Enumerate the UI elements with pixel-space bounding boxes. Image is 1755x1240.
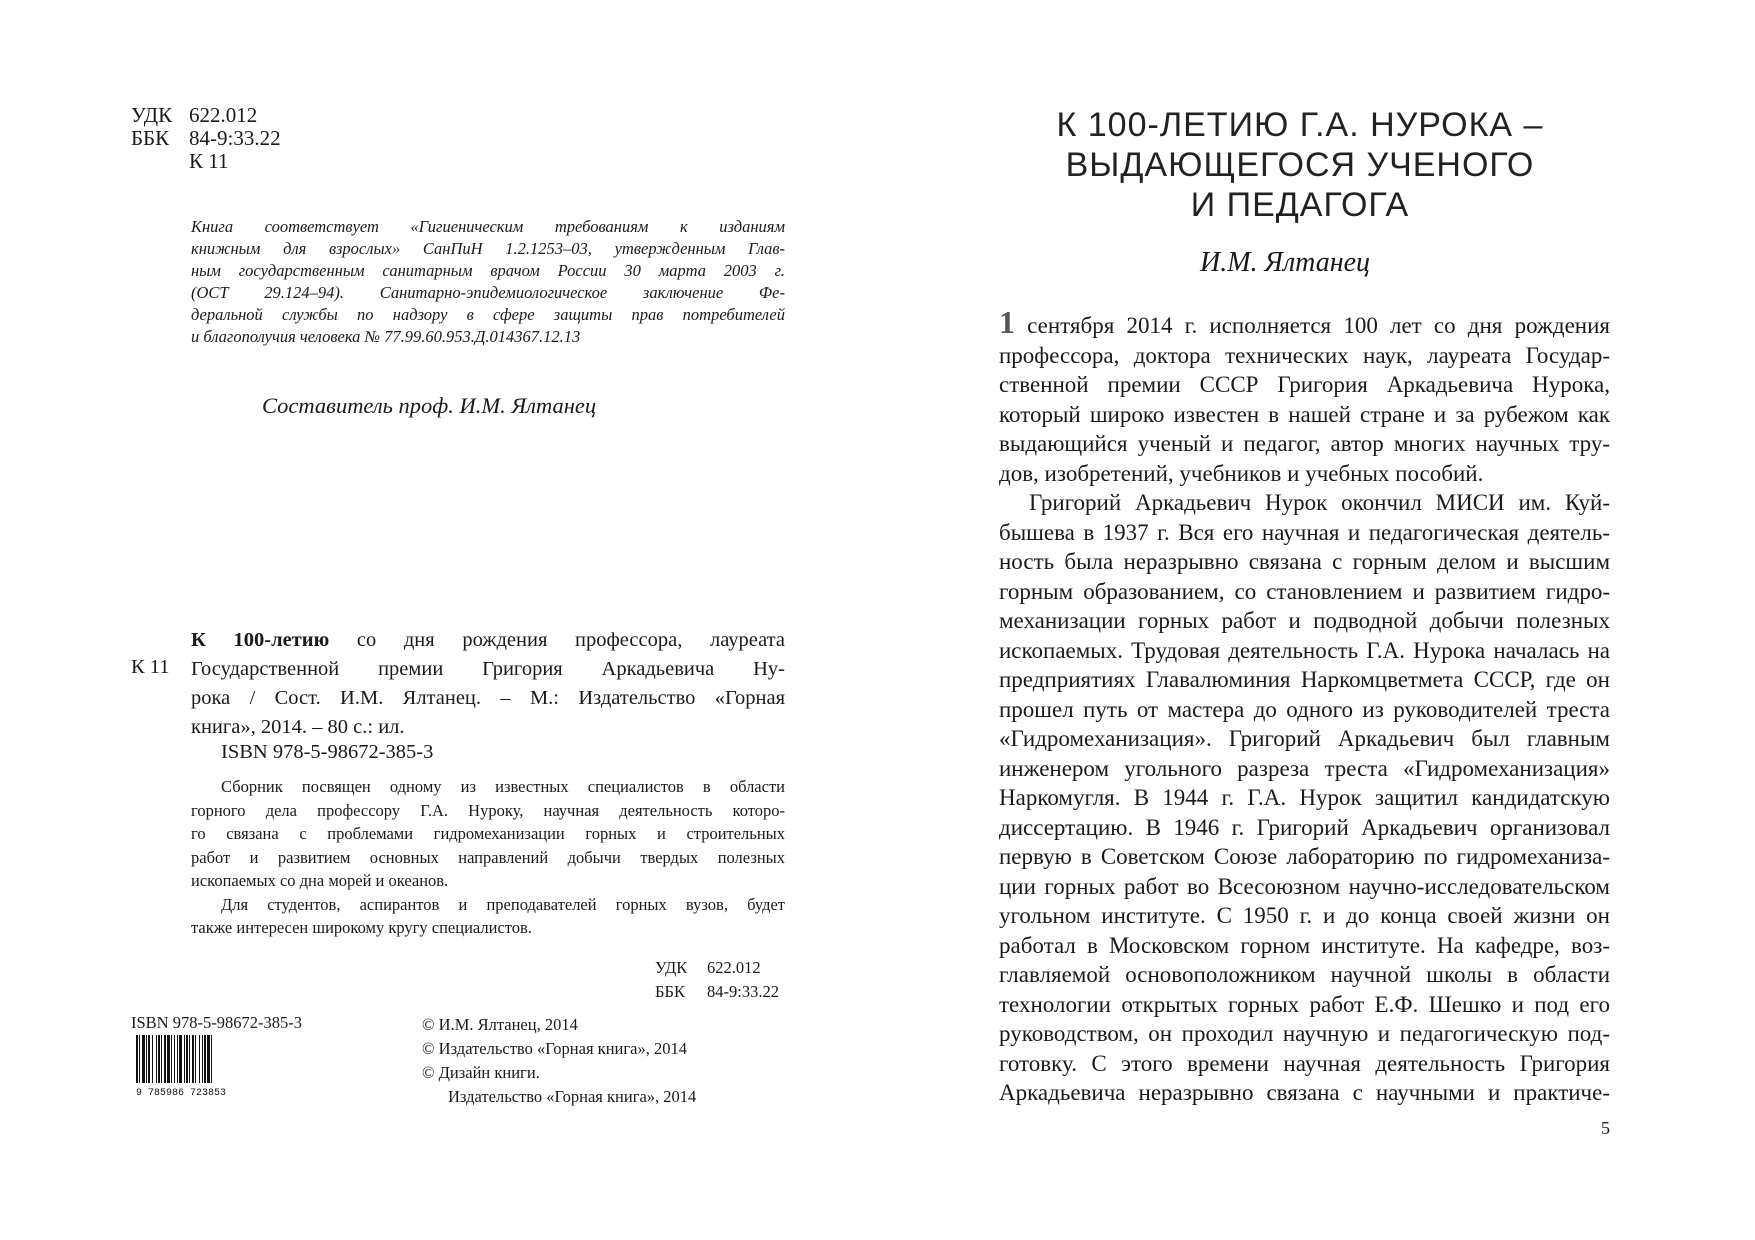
- abstract-line: ископаемых со дна морей и океанов.: [191, 871, 449, 890]
- body-line: предприятиях Главалюминия Наркомцветмета СССР, где он: [999, 667, 1610, 692]
- author-mark-row: [131, 150, 281, 173]
- body-line: главляемой основоположником научной школы в области: [999, 962, 1610, 987]
- classification-bottom: [655, 956, 779, 1004]
- hygiene-line: деральной службы по надзору в сфере защиты прав потребителей: [191, 305, 785, 324]
- article-author: И.М. Ялтанец: [1200, 247, 1371, 278]
- bbk-label: ББК: [131, 126, 170, 150]
- abstract-line: Сборник посвящен одному из известных специалистов в области: [221, 777, 785, 796]
- audience-line: также интересен широкому кругу специалистов.: [191, 918, 532, 937]
- copyright-line: © И.М. Ялтанец, 2014: [422, 1015, 578, 1034]
- abstract: [191, 775, 785, 940]
- body-line: ность была неразрывно связана с горным делом и высшим: [999, 549, 1610, 574]
- body-line: технологии открытых горных работ Е.Ф. Шешко и под его: [999, 991, 1610, 1017]
- body-line: выдающийся ученый и педагог, автор многих научных тру-: [999, 431, 1610, 456]
- body-line: готовку. С этого времени научная деятельность Григория: [999, 1050, 1610, 1076]
- bbk-bottom-label: ББК: [655, 982, 685, 1001]
- isbn-main: ISBN 978-5-98672-385-3: [221, 741, 434, 763]
- hygiene-line: (ОСТ 29.124–94). Санитарно-эпидемиологическое заключение Фе-: [191, 283, 785, 302]
- body-line: ископаемых. Трудовая деятельность Г.А. Нурока началась на: [999, 637, 1610, 663]
- body-line: прошел путь от мастера до одного из руководителей треста: [999, 696, 1610, 722]
- bbk-row: [131, 127, 281, 150]
- body-line: угольном институте. С 1950 г. и до конца своей жизни он: [999, 903, 1610, 928]
- copyright-block: [422, 1013, 696, 1109]
- body-line: механизации горных работ и подводной добычи полезных: [999, 608, 1610, 633]
- article-title: [1000, 105, 1600, 225]
- copyright-line: © Дизайн книги.: [422, 1063, 540, 1082]
- copyright-line: Издательство «Горная книга», 2014: [448, 1087, 697, 1106]
- abstract-line: го связана с проблемами гидромеханизации горных и строительных: [191, 824, 785, 843]
- biblio-line-1-rest: со дня рождения профессора, лауреата: [329, 629, 785, 651]
- udk-row: [131, 104, 281, 127]
- audience-line: Для студентов, аспирантов и преподавателей горных вузов, будет: [221, 894, 785, 914]
- body-line-text: сентября 2014 г. исполняется 100 лет со дня рождения: [1015, 313, 1610, 338]
- biblio-title: К 100-летию: [191, 629, 330, 651]
- classification-block: [131, 104, 281, 173]
- udk-bottom-row: [655, 956, 779, 980]
- hygiene-line: и благополучия человека № 77.99.60.953.Д.014367.12.13: [191, 327, 581, 346]
- compiler-credit: Составитель проф. И.М. Ялтанец: [262, 393, 597, 418]
- page-number: 5: [1601, 1118, 1610, 1138]
- bbk-bottom-row: [655, 980, 779, 1004]
- bbk-value: 84-9:33.22: [189, 126, 281, 150]
- udk-label: УДК: [131, 103, 173, 127]
- author-mark: К 11: [189, 149, 229, 173]
- bibliographic-author-mark: К 11: [131, 656, 170, 678]
- body-line: Наркомугля. В 1944 г. Г.А. Нурок защитил кандидатскую: [999, 785, 1610, 810]
- body-line: Григорий Аркадьевич Нурок окончил МИСИ им. Куй-: [1029, 490, 1610, 515]
- body-line: [999, 304, 1610, 341]
- title-line: И ПЕДАГОГА: [1190, 186, 1410, 224]
- body-line: дов, изобретений, учебников и учебных пособий.: [999, 460, 1484, 486]
- barcode: [136, 1035, 269, 1097]
- abstract-line: горного дела профессору Г.А. Нуроку, научная деятельность которо-: [191, 800, 785, 820]
- bibliographic-record: [191, 626, 785, 742]
- body-line: профессора, доктора технических наук, лауреата Государ-: [999, 342, 1610, 368]
- biblio-line-4: книга», 2014. – 80 с.: ил.: [191, 716, 405, 738]
- body-line: который широко известен в нашей стране и за рубежом как: [999, 401, 1610, 427]
- biblio-line-1: [191, 626, 785, 655]
- body-line: ции горных работ во Всесоюзном научно-исследовательском: [999, 873, 1610, 899]
- body-line: инженером угольного разреза треста «Гидромеханизация»: [999, 755, 1610, 781]
- body-line: ственной премии СССР Григория Аркадьевича Нурока,: [999, 372, 1610, 397]
- body-line: горным образованием, со становлением и развитием гидро-: [999, 578, 1610, 604]
- dropcap: 1: [999, 304, 1015, 340]
- body-line: диссертацию. В 1946 г. Григорий Аркадьевич организовал: [999, 814, 1610, 840]
- hygiene-line: книжным для взрослых» СанПиН 1.2.1253–03, утвержденным Глав-: [191, 239, 785, 258]
- biblio-line-2: Государственной премии Григория Аркадьевича Ну-: [191, 658, 785, 680]
- body-line: работал в Московском горном институте. На кафедре, воз-: [999, 932, 1610, 958]
- body-line: бышева в 1937 г. Вся его научная и педагогическая деятель-: [999, 519, 1610, 545]
- hygiene-line: Книга соответствует «Гигиеническим требованиям к изданиям: [191, 217, 785, 236]
- udk-value: 622.012: [189, 103, 258, 127]
- hygiene-notice: [191, 216, 785, 348]
- body-line: первую в Советском Союзе лабораторию по гидромеханиза-: [999, 844, 1610, 869]
- udk-bottom-value: 622.012: [707, 958, 761, 977]
- udk-bottom-label: УДК: [655, 958, 688, 977]
- bbk-bottom-value: 84-9:33.22: [707, 982, 779, 1001]
- barcode-digits: 9 785986 723853: [136, 1088, 227, 1097]
- abstract-line: работ и развитием основных направлений добычи твердых полезных: [191, 847, 785, 867]
- article-body: [999, 304, 1610, 1108]
- hygiene-line: ным государственным санитарным врачом России 30 марта 2003 г.: [191, 261, 785, 280]
- title-line: ВЫДАЮЩЕГОСЯ УЧЕНОГО: [1065, 146, 1535, 184]
- body-line: Аркадьевича неразрывно связана с научными и практиче-: [999, 1080, 1610, 1105]
- copyright-line: © Издательство «Горная книга», 2014: [422, 1039, 687, 1058]
- body-line: руководством, он проходил научную и педагогическую под-: [999, 1021, 1610, 1046]
- biblio-line-3: рока / Сост. И.М. Ялтанец. – М.: Издательство «Горная: [191, 687, 785, 709]
- isbn-small: ISBN 978-5-98672-385-3: [131, 1013, 302, 1032]
- title-line: К 100-ЛЕТИЮ Г.А. НУРОКА –: [1056, 106, 1544, 144]
- body-line: «Гидромеханизация». Григорий Аркадьевич был главным: [999, 726, 1610, 751]
